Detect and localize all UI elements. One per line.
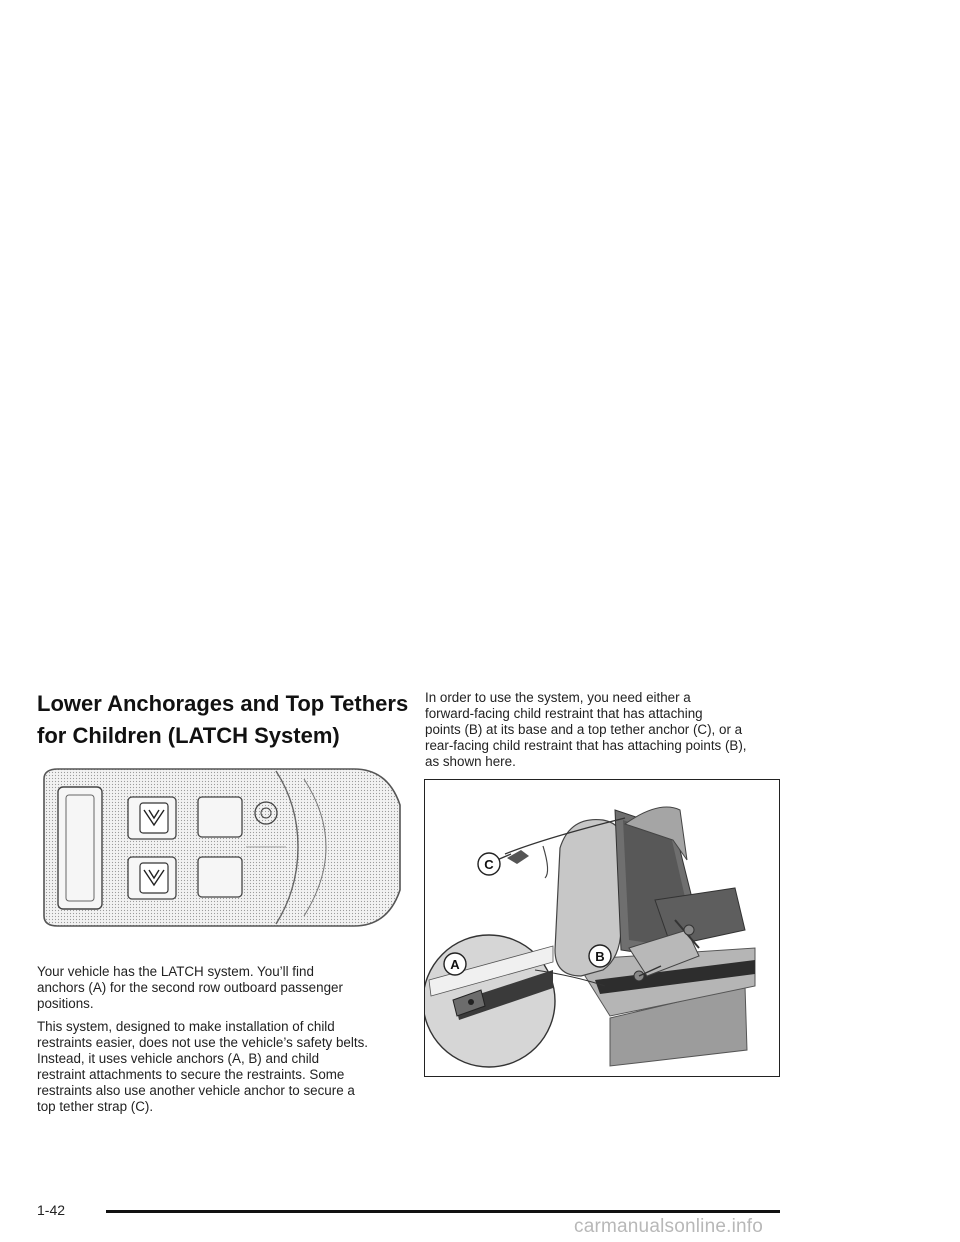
vehicle-top-view-diagram: [36, 765, 406, 930]
intro-line-3: positions.: [37, 996, 94, 1011]
label-a: A: [450, 957, 460, 972]
child-seat-illustration: [424, 779, 780, 1077]
label-c: C: [484, 857, 494, 872]
footer-rule: [106, 1210, 780, 1213]
usage-line-3: points (B) at its base and a top tether anchor (C), or a: [425, 722, 743, 737]
section-heading-line-1: Lower Anchorages and Top Tethers: [37, 691, 409, 716]
section-heading-line-2: for Children (LATCH System): [37, 723, 340, 748]
system-paragraph: [37, 1019, 407, 1115]
system-line-3: Instead, it uses vehicle anchors (A, B) and child: [37, 1051, 320, 1066]
usage-line-5: as shown here.: [425, 754, 516, 769]
system-line-4: restraint attachments to secure the restraints. Some: [37, 1067, 345, 1082]
usage-line-1: In order to use the system, you need either a: [425, 690, 691, 705]
system-line-2: restraints easier, does not use the vehicle’s safety belts.: [37, 1035, 368, 1050]
usage-line-4: rear-facing child restraint that has attaching points (B),: [425, 738, 747, 753]
section-heading: [37, 688, 407, 752]
child-seat-drawing: [425, 780, 778, 1075]
intro-line-2: anchors (A) for the second row outboard passenger: [37, 980, 343, 995]
watermark-text: carmanualsonline.info: [574, 1216, 764, 1237]
usage-line-2: forward-facing child restraint that has attaching: [425, 706, 703, 721]
system-line-6: top tether strap (C).: [37, 1099, 154, 1114]
usage-paragraph: [425, 690, 795, 770]
system-line-1: This system, designed to make installation of child: [37, 1019, 335, 1034]
page-number: 1-42: [37, 1202, 66, 1218]
intro-paragraph: [37, 964, 407, 1012]
intro-line-1: Your vehicle has the LATCH system. You’ll find: [37, 964, 314, 979]
system-line-5: restraints also use another vehicle anchor to secure a: [37, 1083, 355, 1098]
label-b: B: [595, 949, 605, 964]
